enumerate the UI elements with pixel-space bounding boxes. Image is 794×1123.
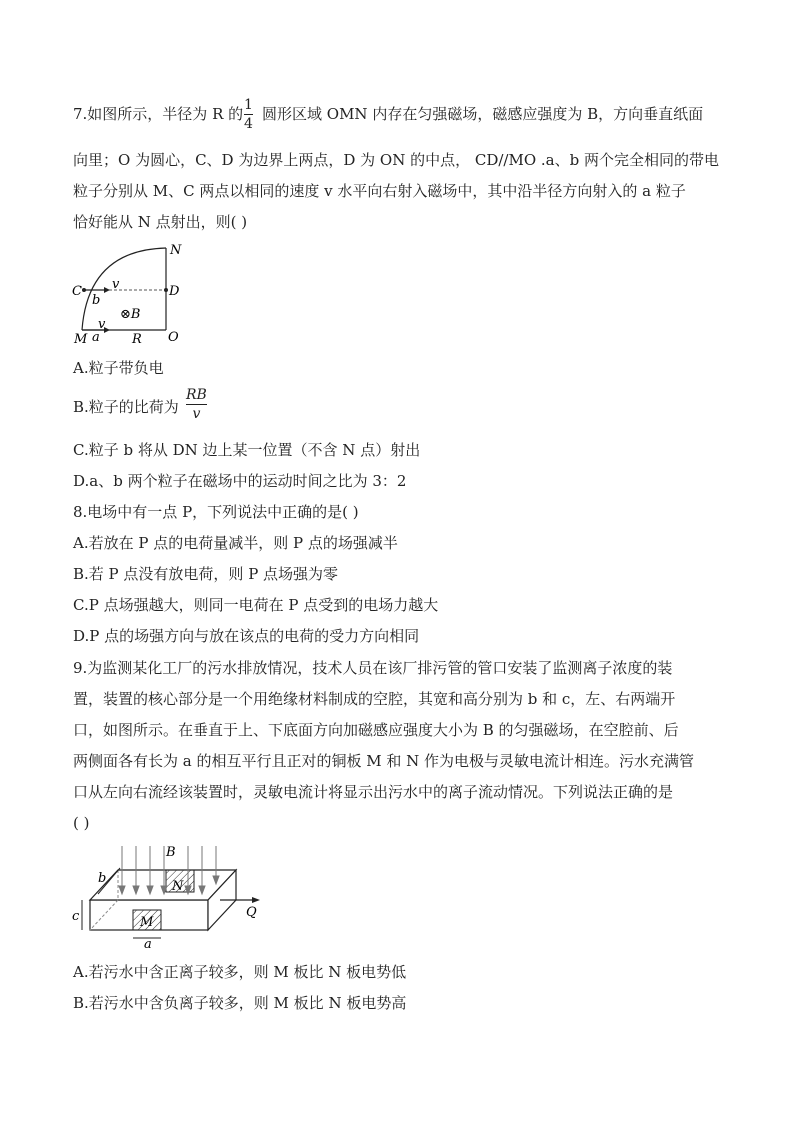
q9-line3: 口，如图所示。在垂直于上、下底面方向加磁感应强度大小为 B 的匀强磁场，在空腔前、后	[73, 721, 679, 739]
q7-fraction-den: 4	[244, 116, 253, 132]
q7-label-field: ⊗B	[120, 307, 141, 322]
q7-label-m: M	[74, 332, 88, 346]
q7-label-b: b	[92, 293, 101, 308]
q9-label-b-field: B	[166, 845, 176, 860]
q9-label-n: N	[172, 879, 184, 894]
q7-line4: 恰好能从 N 点射出，则( )	[73, 213, 248, 231]
q7-fraction	[244, 97, 253, 132]
q8-option-d: D.P 点的场强方向与放在该点的电荷的受力方向相同	[73, 627, 420, 645]
q7-option-d: D.a、b 两个粒子在磁场中的运动时间之比为 3：2	[73, 472, 407, 490]
q7-line1-part-a: 7.如图所示，半径为 R 的	[73, 105, 244, 123]
q9-line2: 置，装置的核心部分是一个用绝缘材料制成的空腔，其宽和高分别为 b 和 c，左、右两端开	[73, 690, 676, 708]
q7-label-n: N	[170, 243, 182, 258]
q9-label-a: a	[144, 937, 152, 950]
q9-option-a: A.若污水中含正离子较多，则 M 板比 N 板电势低	[73, 963, 407, 981]
q7-line1-part-b: 圆形区域 OMN 内存在匀强磁场，磁感应强度为 B，方向垂直纸面	[262, 105, 704, 123]
q7-label-d: D	[169, 284, 180, 299]
q9-line1: 9.为监测某化工厂的污水排放情况，技术人员在该厂排污管的管口安装了监测离子浓度的装	[73, 659, 673, 677]
q7-point-d	[164, 288, 168, 292]
q9-label-q: Q	[246, 905, 257, 920]
q9-figure	[70, 842, 270, 950]
q9-label-c: c	[72, 909, 80, 924]
q7-option-b-bar	[186, 404, 207, 405]
q7-fraction-bar	[244, 114, 253, 115]
q9-line6: ( )	[73, 814, 90, 832]
q7-arrowhead-b	[104, 287, 110, 293]
q7-label-o: O	[168, 330, 179, 345]
q7-label-r: R	[132, 332, 142, 346]
q8-option-c: C.P 点场强越大，则同一电荷在 P 点受到的电场力越大	[73, 596, 439, 614]
q7-fraction-num: 1	[244, 97, 253, 113]
q7-option-b-num: RB	[186, 387, 207, 403]
q7-line1-rest	[262, 104, 703, 124]
q7-option-b	[73, 397, 179, 417]
q7-label-v-top: v	[112, 277, 120, 292]
q9-label-m: M	[140, 915, 154, 930]
q9-line4: 两侧面各有长为 a 的相互平行且正对的铜板 M 和 N 作为电极与灵敏电流计相连。污水充满管	[73, 752, 695, 770]
q9-option-b: B.若污水中含负离子较多，则 M 板比 N 板电势高	[73, 994, 407, 1012]
q9-label-b: b	[98, 871, 107, 886]
q7-line1	[73, 104, 243, 124]
q9-line5: 口从左向右流经该装置时，灵敏电流计将显示出污水中的离子流动情况。下列说法正确的是	[73, 783, 674, 801]
q7-option-a: A.粒子带负电	[73, 359, 164, 377]
q7-option-b-fraction	[186, 387, 207, 422]
q7-option-b-den: v	[192, 406, 201, 422]
q7-label-c: C	[72, 284, 82, 299]
q7-option-b-prefix: B.粒子的比荷为	[73, 398, 179, 416]
q7-figure	[70, 238, 190, 346]
q7-line3: 粒子分别从 M、C 两点以相同的速度 v 水平向右射入磁场中，其中沿半径方向射入的 a 粒子	[73, 182, 686, 200]
q7-label-a: a	[92, 330, 100, 345]
q8-option-b: B.若 P 点没有放电荷，则 P 点场强为零	[73, 565, 339, 583]
q7-option-c: C.粒子 b 将从 DN 边上某一位置（不含 N 点）射出	[73, 441, 421, 459]
q8-option-a: A.若放在 P 点的电荷量减半，则 P 点的场强减半	[73, 534, 398, 552]
q7-line2: 向里；O 为圆心，C、D 为边界上两点，D 为 ON 的中点， CD//MO .a、b 两个完全相同的带电	[73, 151, 719, 169]
q9-flow-arrowhead	[252, 897, 260, 903]
q8-stem: 8.电场中有一点 P，下列说法中正确的是( )	[73, 503, 359, 521]
q7-label-v-bottom: v	[98, 317, 106, 332]
